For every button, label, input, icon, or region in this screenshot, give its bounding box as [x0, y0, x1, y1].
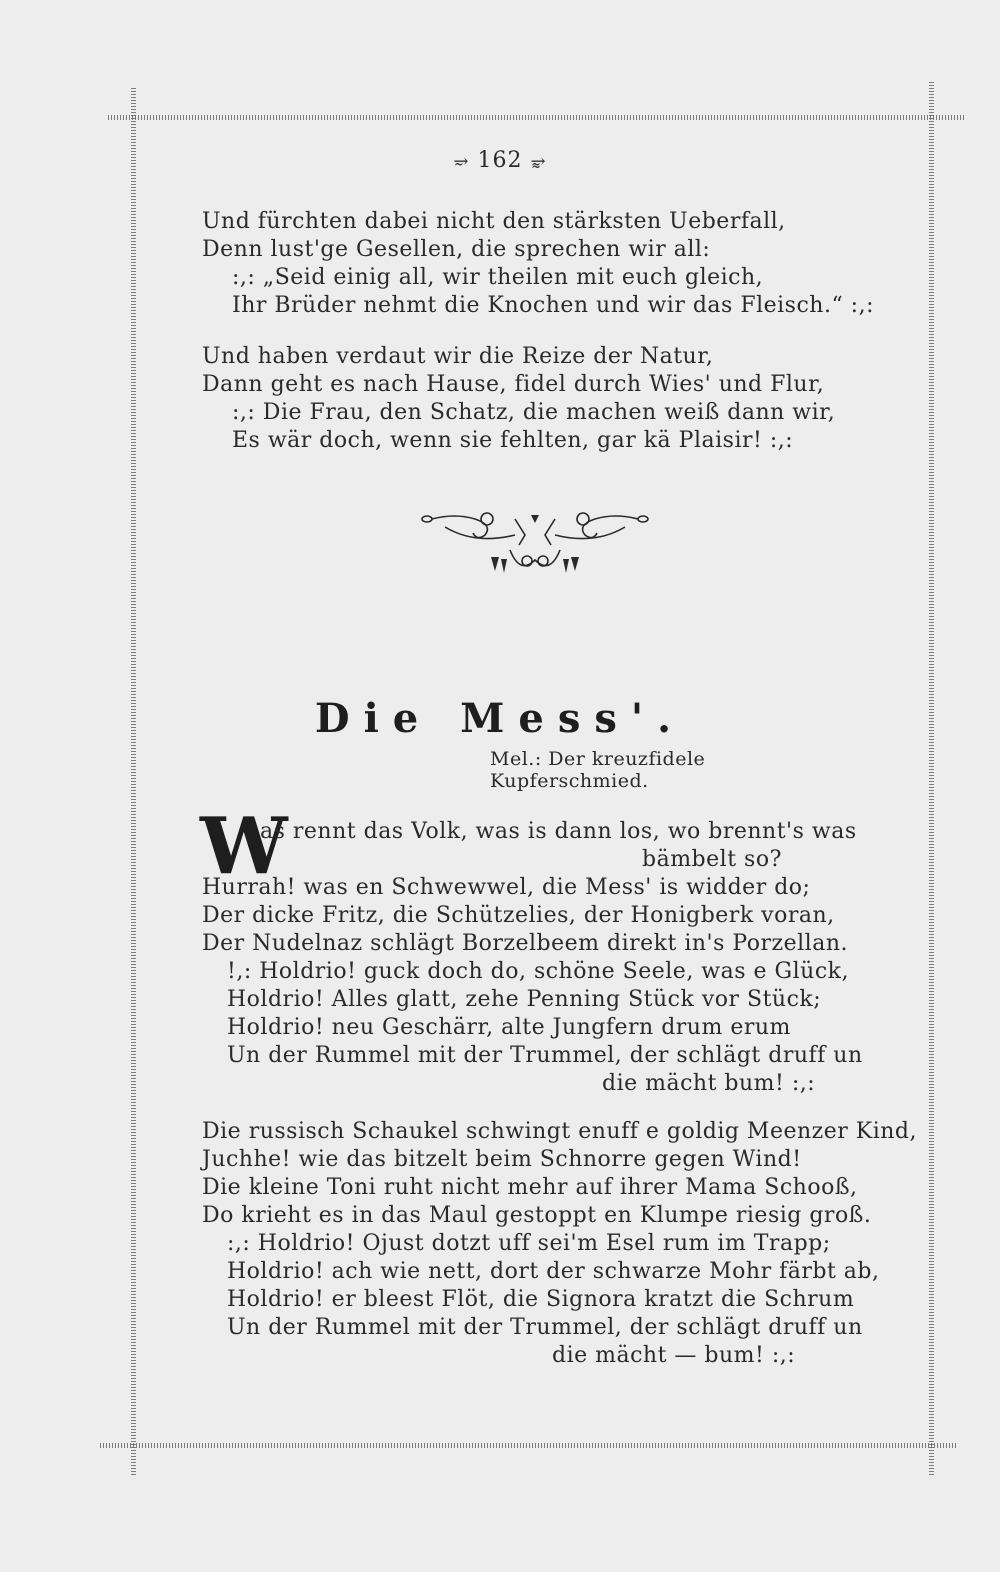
verse-line: Un der Rummel mit der Trummel, der schlägt druff un [227, 1043, 863, 1068]
verse-line: Juchhe! wie das bitzelt beim Schnorre gegen Wind! [202, 1147, 802, 1172]
page-number [0, 148, 1000, 173]
verse-line: Holdrio! ach wie nett, dort der schwarze Mohr färbt ab, [227, 1259, 880, 1284]
stanza-line: Und haben verdaut wir die Reize der Natur, [202, 344, 714, 369]
verse-line: Hurrah! was en Schwewwel, die Mess' is widder do; [202, 875, 811, 900]
stanza-line: Es wär doch, wenn sie fehlten, gar kä Plaisir! :,: [232, 428, 794, 453]
page-number-text: 162 [477, 148, 523, 173]
verse-line: Holdrio! er bleest Flöt, die Signora kratzt die Schrum [227, 1287, 855, 1312]
verse-line: die mächt — bum! :,: [552, 1343, 796, 1368]
stanza-line: Ihr Brüder nehmt die Knochen und wir das Fleisch.“ :,: [232, 293, 875, 318]
bottom-border-rule [100, 1443, 958, 1448]
right-border-rule [929, 82, 934, 1477]
verse-line: Un der Rummel mit der Trummel, der schlägt druff un [227, 1315, 863, 1340]
stanza-line: Dann geht es nach Hause, fidel durch Wies' und Flur, [202, 372, 825, 397]
verse-line: Do krieht es in das Maul gestoppt en Klumpe riesig groß. [202, 1203, 872, 1228]
verse-line: :,: Holdrio! Ojust dotzt uff sei'm Esel rum im Trapp; [227, 1231, 831, 1256]
left-border-rule [131, 88, 136, 1476]
verse-line: Die russisch Schaukel schwingt enuff e goldig Meenzer Kind, [202, 1119, 918, 1144]
verse-line: Der dicke Fritz, die Schützelies, der Honigberk voran, [202, 903, 835, 928]
verse-line: Die kleine Toni ruht nicht mehr auf ihrer Mama Schooß, [202, 1175, 858, 1200]
stanza-two [202, 343, 882, 455]
verse-line: Holdrio! neu Geschärr, alte Jungfern drum erum [227, 1015, 791, 1040]
stanza-one [202, 208, 882, 320]
verse-line: die mächt bum! :,: [602, 1071, 816, 1096]
stanza-line: Und fürchten dabei nicht den stärksten Ueberfall, [202, 209, 786, 234]
drop-cap: W [200, 801, 288, 892]
verse-line: Holdrio! Alles glatt, zehe Penning Stück vor Stück; [227, 987, 822, 1012]
verse-line: Der Nudelnaz schlägt Borzelbeem direkt in's Porzellan. [202, 931, 848, 956]
page-number-ornament-right-icon: ⥵ [530, 151, 547, 172]
verse-line: as rennt das Volk, was is dann los, wo brennt's was [260, 819, 857, 844]
stanza-line: Denn lust'ge Gesellen, die sprechen wir all: [202, 237, 711, 262]
page-number-ornament-left-icon: ⥴ [453, 151, 470, 172]
top-border-rule [108, 115, 964, 120]
verse-line: bämbelt so? [642, 847, 782, 872]
verse-two [202, 1118, 918, 1370]
melody-note: Mel.: Der kreuzfidele Kupferschmied. [490, 748, 706, 792]
verse-line: !,: Holdrio! guck doch do, schöne Seele, was e Glück, [227, 959, 849, 984]
song-title: Die Mess'. [314, 695, 686, 742]
stanza-line: :,: „Seid einig all, wir theilen mit euch gleich, [232, 265, 764, 290]
floral-ornament-icon [415, 505, 655, 580]
stanza-line: :,: Die Frau, den Schatz, die machen weiß dann wir, [232, 400, 836, 425]
verse-one [202, 818, 882, 1098]
